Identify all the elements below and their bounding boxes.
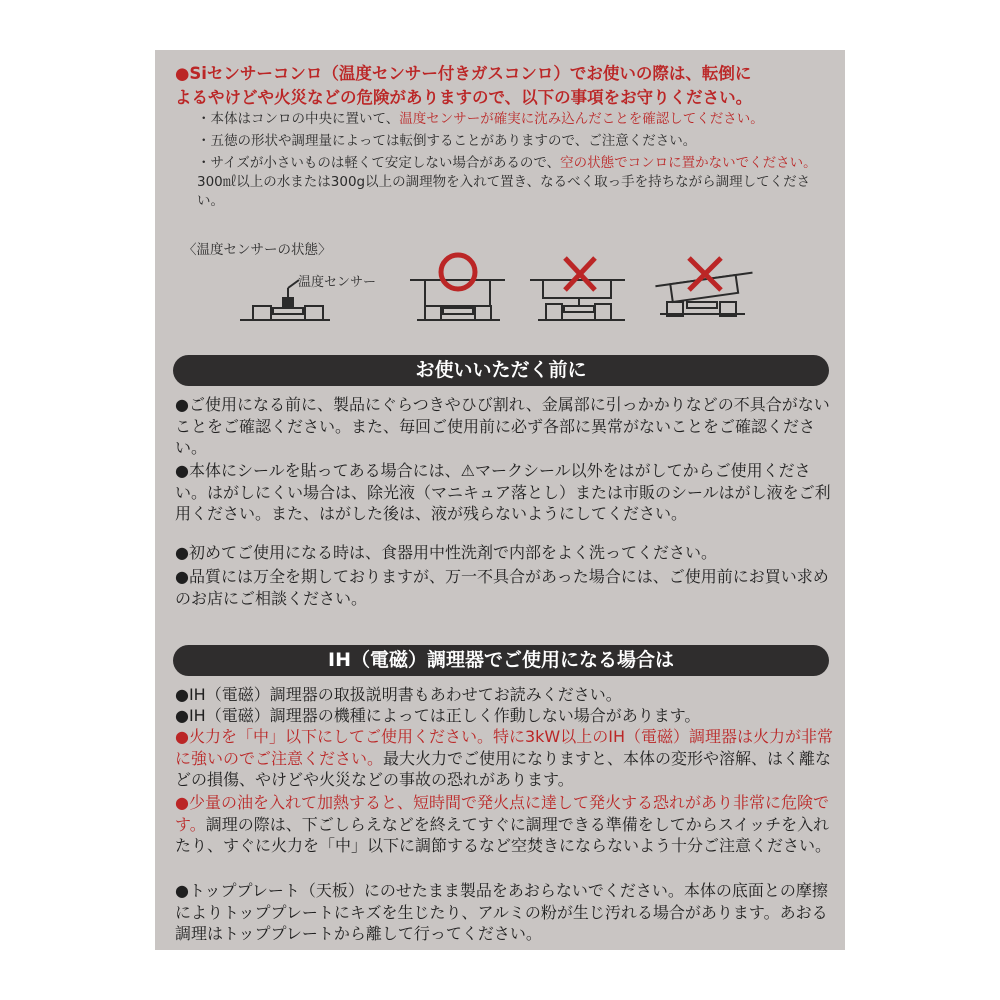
note-text: 300㎖以上の水または300g以上の調理物を入れて置き、なるべく取っ手を持ちながら調理してください。 (197, 174, 811, 209)
pot-tilted-illustration (655, 273, 755, 316)
ih-item-4-rest: 調理の際は、下ごしらえなどを終えてすぐに調理できる準備をしてからスイッチを入れたり、すぐに火力を「中」以下に調節するなど空焚きにならないよう十分ご注意ください。 (175, 814, 832, 855)
before-use-item-1: ●ご使用になる前に、製品にぐらつきやひび割れ、金属部に引っかかりなどの不具合がないことをご確認ください。また、毎回ご使用前に必ず各部に異常がないことをご確認ください。 (175, 395, 830, 457)
warning-title-line1: ●Siセンサーコンロ（温度センサー付きガスコンロ）でお使いの際は、転倒に (175, 64, 752, 83)
ih-item-1: ●IH（電磁）調理器の取扱説明書もあわせてお読みください。 (175, 685, 622, 704)
ih-item-3-red: ●火力を「中」以下にしてご使用ください。特に3kW以上のIH（電磁）調理器は火力が非常に強いのでご注意ください。 (175, 727, 833, 768)
note-red-text: 空の状態でコンロに置かないでください。 (560, 155, 817, 171)
sensor-label: 温度センサー (298, 275, 377, 290)
warning-note-2 (197, 132, 837, 151)
warning-title-line2: よるやけどや火災などの危険がありますので、以下の事項をお守りください。 (175, 88, 753, 107)
sensor-diagram-svg (155, 250, 845, 330)
ih-item-3 (175, 726, 835, 791)
before-use-item-2: ●本体にシールを貼ってある場合には、⚠マークシール以外をはがしてからご使用ください。はがしにくい場合は、除光液（マニキュア落とし）または市販のシールはがし液をご利用ください。また、はがした後は、液が残らないようにしてください。 (175, 461, 831, 523)
note-text: ・五徳の形状や調理量によっては転倒することがありますので、ご注意ください。 (197, 133, 697, 149)
section-before-use-header: お使いいただく前に (173, 355, 829, 386)
instruction-panel (155, 50, 845, 950)
note-red-text: 温度センサーが確実に沈み込んだことを確認してください。 (399, 111, 764, 127)
before-use-item-4: ●品質には万全を期しておりますが、万一不具合があった場合には、ご使用前にお買い求めのお店にご相談ください。 (175, 567, 829, 608)
note-text: ・本体はコンロの中央に置いて、 (197, 111, 400, 127)
warning-note-3 (197, 154, 822, 211)
before-use-item-3: ●初めてご使用になる時は、食器用中性洗剤で内部をよく洗ってください。 (175, 543, 717, 562)
sensor-state-label: 〈温度センサーの状態〉 (183, 242, 332, 258)
pot-ng-illustration (530, 280, 625, 320)
ih-item-3-rest: 最大火力でご使用になりますと、本体の変形や溶解、はく離などの損傷、やけどや火災などの事故の恐れがあります。 (175, 748, 832, 789)
pot-ok-illustration (410, 280, 505, 320)
ih-item-2: ●IH（電磁）調理器の機種によっては正しく作動しない場合があります。 (175, 706, 701, 725)
ih-item-5: ●トッププレート（天板）にのせたまま製品をあおらないでください。本体の底面との摩擦によりトッププレートにキズを生じたり、アルミの粉が生じ汚れる場合があります。あおる調理はトッププレートから離して行ってください。 (175, 881, 828, 943)
note-text: ・サイズが小さいものは軽くて安定しない場合があるので、 (197, 155, 561, 171)
warning-title (175, 62, 835, 110)
ih-item-4 (175, 792, 835, 857)
section-ih-header: IH（電磁）調理器でご使用になる場合は (173, 645, 829, 676)
ih-item-4-red: ●少量の油を入れて加熱すると、短時間で発火点に達して発火する恐れがあり非常に危険です。 (175, 793, 829, 834)
sensor-diagram (155, 250, 845, 330)
warning-note-1 (197, 110, 837, 129)
